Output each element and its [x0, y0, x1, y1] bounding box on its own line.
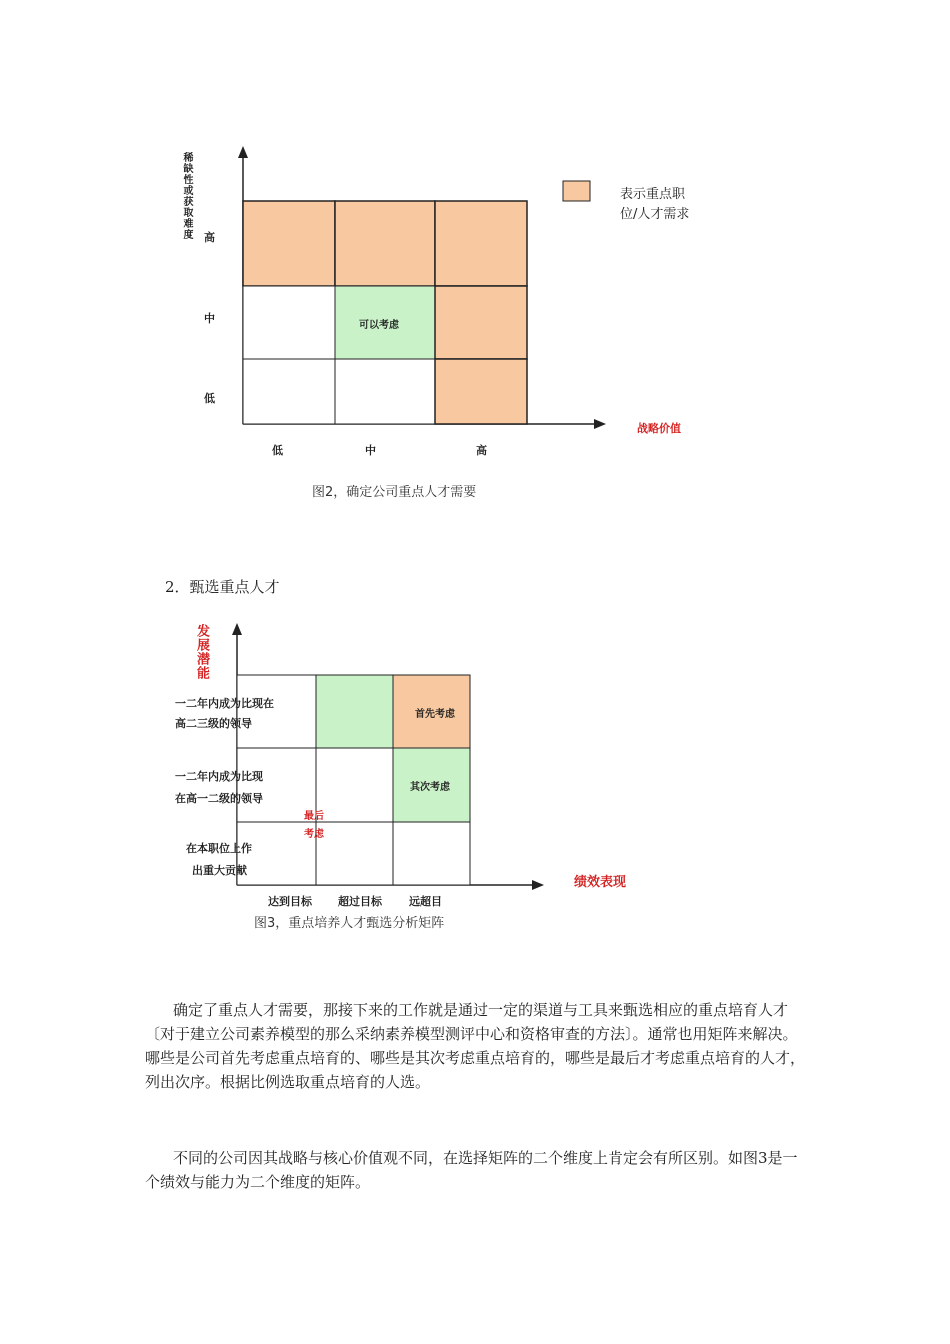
fig2-y-level-mid: 中 [204, 312, 215, 325]
fig2-cell-low-low [243, 359, 335, 424]
fig3-cell-r3-c2 [316, 822, 393, 885]
fig2-cell-mid-high [435, 286, 527, 359]
fig2-legend-text [620, 185, 689, 225]
body-paragraph-2: 不同的公司因其战略与核心价值观不同，在选择矩阵的二个维度上肯定会有所区别。如图3是一个绩效与能力为二个维度的矩阵。 [145, 1149, 798, 1191]
fig3-x-level-3: 远超目 [409, 895, 442, 908]
fig3-y-level-1-line1: 一二年内成为比现在 [175, 697, 274, 710]
fig2-x-axis-title: 战略价值 [637, 422, 681, 435]
fig3-y-level-3 [186, 838, 252, 882]
fig3-last-consider [304, 808, 324, 844]
fig3-y-level-3-line1: 在本职位上作 [186, 842, 252, 855]
fig3-y-level-2-line1: 一二年内成为比现 [175, 770, 263, 783]
fig2-x-level-low: 低 [272, 444, 283, 457]
fig3-cell-r2-c2 [316, 748, 393, 822]
fig3-x-axis-title: 绩效表现 [574, 875, 627, 890]
fig2-cell-center-label: 可以考虑 [359, 320, 399, 331]
fig2-y-level-high: 高 [204, 231, 215, 244]
fig2-cell-low-high [435, 359, 527, 424]
fig3-last-consider-line1: 最后 [304, 811, 324, 822]
fig2-cell-high-mid [335, 201, 435, 286]
fig2-y-level-low: 低 [204, 392, 215, 405]
figure-3-matrix [0, 600, 950, 940]
fig3-first-consider: 首先考虑 [415, 709, 455, 720]
fig3-cell-r1-c2 [316, 675, 393, 748]
fig2-x-level-mid: 中 [365, 444, 376, 457]
fig3-y-level-1-line2: 高二三级的领导 [175, 717, 252, 730]
fig3-x-arrow [532, 880, 544, 890]
fig2-cell-mid-low [243, 286, 335, 359]
fig3-caption: 图3，重点培养人才甄选分析矩阵 [254, 916, 445, 931]
fig3-y-level-3-line2: 出重大贡献 [192, 864, 247, 877]
section-heading: 2．甄选重点人才 [165, 578, 280, 596]
fig3-second-consider: 其次考虑 [410, 782, 450, 793]
fig3-y-level-1 [175, 694, 274, 734]
fig3-last-consider-line2: 考虑 [304, 829, 324, 840]
fig2-cell-low-mid [335, 359, 435, 424]
fig3-x-level-2: 超过目标 [338, 895, 382, 908]
fig3-cell-r3-c3 [393, 822, 470, 885]
fig2-x-level-high: 高 [476, 444, 487, 457]
fig3-y-level-2-line2: 在高一二级的领导 [175, 792, 263, 805]
fig2-cell-high-low [243, 201, 335, 286]
figure-2-matrix [0, 0, 950, 520]
fig3-y-level-2 [175, 766, 263, 810]
fig2-legend-line1: 表示重点职 [620, 187, 686, 202]
fig2-legend-line2: 位/人才需求 [620, 207, 690, 222]
fig2-cell-high-high [435, 201, 527, 286]
fig2-y-arrow [238, 146, 248, 158]
fig3-y-arrow [232, 623, 242, 635]
body-paragraph-1: 确定了重点人才需要，那接下来的工作就是通过一定的渠道与工具来甄选相应的重点培育人才〔对于建立公司素养模型的那么采纳素养模型测评中心和资格审查的方法〕。通常也用矩阵来解决。哪些是公司首先考虑重点培育的、哪些是其次考虑重点培育的，哪些是最后才考虑重点培育的人才，列出次序。根据比例选取重点培育的人选。 [145, 1001, 806, 1091]
fig2-y-axis-title: 稀缺性或获取难度 [181, 152, 192, 240]
fig2-legend-swatch [563, 181, 590, 201]
fig3-y-axis-title: 发展潜能 [194, 624, 209, 680]
fig2-x-arrow [594, 419, 606, 429]
fig2-caption: 图2，确定公司重点人才需要 [312, 485, 477, 500]
fig3-x-level-1: 达到目标 [268, 895, 312, 908]
